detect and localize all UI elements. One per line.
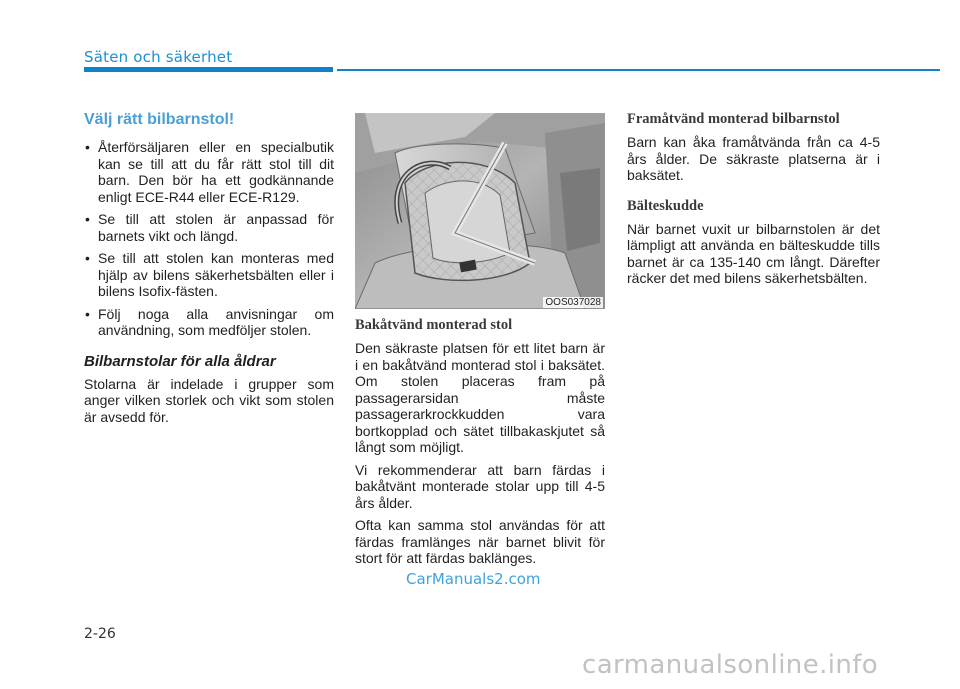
header-rule-thin <box>337 69 940 71</box>
rear-facing-seat-drawing <box>355 113 605 309</box>
heading-rear-facing: Bakåtvänd monterad stol <box>355 317 513 333</box>
footer-watermark: carmanualsonline.info <box>582 650 879 680</box>
bullet-dot: • <box>85 305 90 322</box>
list-item-text: Återförsäljaren eller en specialbutik kan se till att du får rätt stol till dit barn. Den bör ha ett godkännande enligt ECE-R44 eller ECE-R129. <box>98 139 334 205</box>
column-right <box>627 111 880 293</box>
list-item <box>84 250 334 300</box>
bullet-dot: • <box>85 250 90 266</box>
paragraph-rear-facing-3: Ofta kan samma stol användas för att färdas framlänges när barnet blivit för stort för att färdas baklänges. <box>355 517 605 566</box>
column-middle <box>355 113 605 573</box>
list-item <box>84 306 334 339</box>
paragraph-groups: Stolarna är indelade i grupper som anger vilken storlek och vikt som stolen är avsedd för. <box>84 375 334 425</box>
watermark-link[interactable]: CarManuals2.com <box>406 570 541 588</box>
section-title: Säten och säkerhet <box>84 48 233 66</box>
page-number: 2-26 <box>84 626 116 642</box>
heading-forward-facing: Framåtvänd monterad bilbarnstol <box>627 111 840 127</box>
paragraph-rear-facing-1: Den säkraste platsen för ett litet barn är i en bakåtvänd monterad stol i baksätet. Om stolen placeras fram på passagerarsidan måste passagerarkrockkudden vara bortkopplad och sätet tillbakaskjutet så långt som möjligt. <box>355 340 605 455</box>
subheading-all-ages: Bilbarnstolar för alla åldrar <box>84 352 276 370</box>
heading-choose-seat: Välj rätt bilbarnstol! <box>84 111 235 128</box>
paragraph-forward-facing: Barn kan åka framåtvända från ca 4-5 års ålder. De säkraste platserna är i baksätet. <box>627 134 880 183</box>
header-rule-thick <box>84 67 333 72</box>
list-item-text: Se till att stolen är anpassad för barnets vikt och längd. <box>98 211 334 244</box>
heading-booster: Bälteskudde <box>627 197 704 214</box>
bullet-dot: • <box>85 211 90 227</box>
bullet-list <box>84 139 334 339</box>
list-item <box>84 211 334 244</box>
list-item-text: Se till att stolen kan monteras med hjälp av bilens säkerhetsbälten eller i bilens Isofix-fästen. <box>98 250 334 299</box>
paragraph-rear-facing-2: Vi rekommenderar att barn färdas i bakåtvänt monterade stolar upp till 4-5 års ålder. <box>355 461 605 511</box>
bullet-dot: • <box>85 139 90 155</box>
paragraph-booster: När barnet vuxit ur bilbarnstolen är det lämpligt att använda en bälteskudde tills barnet är ca 135-140 cm långt. Därefter räcker det med bilens säkerhetsbälten. <box>627 220 880 286</box>
list-item-text: Följ noga alla anvisningar om användning, som medföljer stolen. <box>98 305 334 338</box>
list-item <box>84 139 334 205</box>
column-left <box>84 111 334 431</box>
image-code: OOS037028 <box>545 297 601 308</box>
child-seat-illustration <box>355 113 605 309</box>
